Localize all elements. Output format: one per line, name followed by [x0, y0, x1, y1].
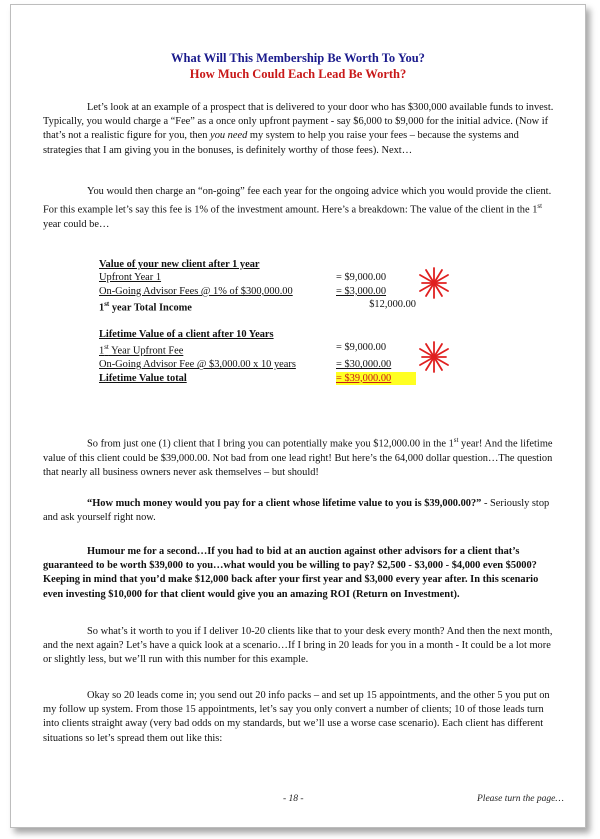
asterisk-star-icon: [416, 339, 452, 375]
page-title: What Will This Membership Be Worth To You?: [171, 51, 425, 65]
turn-page-note: Please turn the page…: [477, 794, 564, 804]
paragraph-leads: Okay so 20 leads come in; you send out 20 info packs – and set up 15 appointments, and the other 5 you put on my follow up system. From those 15 appointments, let’s say you only convert a number of clients; 10 of those leads turn into clients straight away (very bad odds on my standards, but we’ll use a worse case scenario). Each client has different situations so let’s spread them out like this:: [43, 690, 550, 744]
table-row: On-Going Advisor Fee @ $3,000.00 x 10 years = $30,000.00: [99, 359, 392, 371]
table-total-row: 1st year Total Income $12,000.00: [99, 299, 416, 314]
paragraph-question: “How much money would you pay for a client whose lifetime value to you is $39,000.00?” - Seriously stop and ask yourself right now.: [43, 498, 550, 524]
paragraph-one-client: So from just one (1) client that I bring you can potentially make you $12,000.00 in the 1st year! And the lifetime value of this client could be $39,000.00. Not bad from one lead right! But here’s the 64,000 dollar question…The question that nearly all business owners never ask themselves – but should!: [43, 436, 553, 478]
paragraph-intro: Let’s look at an example of a prospect that is delivered to your door who has $300,000 available funds to invest. Typically, you would charge a “Fee” as a once only upfront payment - say $6,000 to $9,000 for the initial advice. (Now if that’s not a realistic figure for you, then you need my system to help you raise your fees – because the systems and strategies that I am giving you in the bonuses, is definitely worthy of those fees). Next…: [43, 102, 554, 156]
lifetime-value-table: [99, 328, 416, 385]
table-row: 1st Year Upfront Fee = $9,000.00: [99, 342, 387, 357]
page-subtitle: How Much Could Each Lead Be Worth?: [189, 67, 407, 81]
table-header: Value of your new client after 1 year: [99, 259, 260, 270]
table-row: Upfront Year 1 = $9,000.00: [99, 272, 387, 284]
document-page: [10, 4, 586, 828]
first-year-value-table: [99, 258, 416, 315]
page-number: - 18 -: [283, 794, 304, 804]
paragraph-scenario: So what’s it worth to you if I deliver 10-20 clients like that to your desk every month? And then the next month, and the next again? Let’s have a quick look at a scenario…If I bring in 20 leads for you in a month - It could be a lot more or slightly less, but we’ll run with this number for this example.: [43, 626, 553, 666]
paragraph-auction: Humour me for a second…If you had to bid at an auction against other advisors for a client that’s guaranteed to be worth $39,000 to you…what would you be willing to pay? $2,500 - $3,000 - $4,000 even $5000? Keeping in mind that you’d make $12,000 back after your first year and $3,000 every year after. In this scenario even investing $10,000 for that client would give you an amazing ROI (Return on Investment).: [43, 546, 539, 600]
asterisk-star-icon: [416, 265, 452, 301]
highlighted-total: = $39,000.00: [336, 372, 416, 385]
table-header: Lifetime Value of a client after 10 Years: [99, 329, 274, 340]
paragraph-ongoing-fee: You would then charge an “on-going” fee each year for the ongoing advice which you would provide the client. For this example let’s say this fee is 1% of the investment amount. Here’s a breakdown: The value of the client in the 1st year could be…: [43, 186, 552, 230]
table-total-row: Lifetime Value total = $39,000.00: [99, 372, 416, 385]
table-row: On-Going Advisor Fees @ 1% of $300,000.00 = $3,000.00: [99, 285, 387, 297]
